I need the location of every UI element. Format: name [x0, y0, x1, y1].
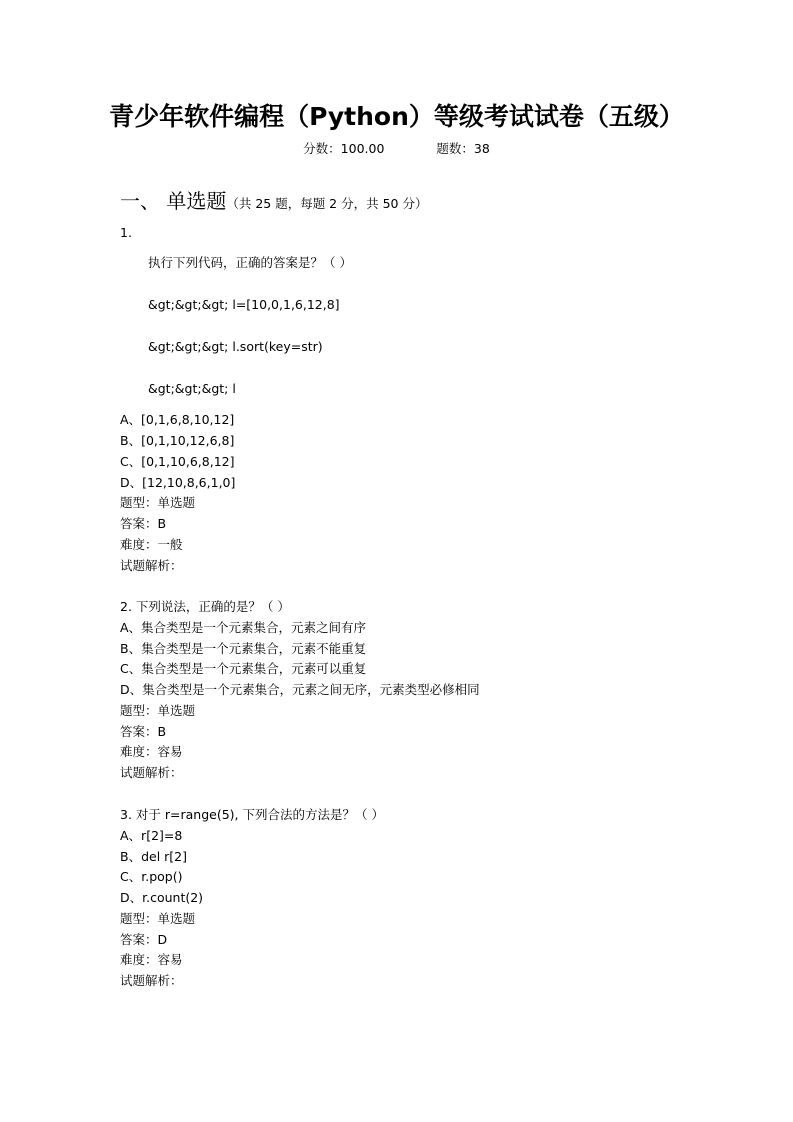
question-2-difficulty: 难度：容易: [120, 744, 183, 759]
section-title: 一、 单选题: [120, 189, 227, 213]
exam-meta: [0, 140, 793, 158]
question-count: 题数：38: [436, 141, 490, 156]
question-1-difficulty: 难度：一般: [120, 537, 183, 552]
question-2-stem: 2. 下列说法，正确的是？（ ）: [120, 599, 290, 614]
question-3-option-d: D、r.count(2): [120, 890, 204, 905]
question-1-analysis: 试题解析：: [120, 558, 183, 573]
question-1-option-c: C、[0,1,10,6,8,12]: [120, 454, 235, 469]
question-2-option-c: C、集合类型是一个元素集合，元素可以重复: [120, 661, 367, 676]
question-3-option-c: C、r.pop(): [120, 869, 183, 884]
question-3-difficulty: 难度：容易: [120, 952, 183, 967]
question-2-option-b: B、集合类型是一个元素集合，元素不能重复: [120, 641, 367, 656]
question-1-code-line: &gt;&gt;&gt; l: [148, 381, 236, 396]
question-3-analysis: 试题解析：: [120, 973, 183, 988]
question-3-option-b: B、del r[2]: [120, 849, 187, 864]
question-3-answer: 答案：D: [120, 932, 168, 947]
question-1-option-b: B、[0,1,10,12,6,8]: [120, 433, 235, 448]
question-3-option-a: A、r[2]=8: [120, 828, 183, 843]
question-2-analysis: 试题解析：: [120, 765, 183, 780]
question-1-type: 题型：单选题: [120, 495, 196, 510]
question-2-option-d: D、集合类型是一个元素集合，元素之间无序，元素类型必修相同: [120, 682, 480, 697]
total-score: 分数：100.00: [303, 141, 385, 156]
question-1-code-line: &gt;&gt;&gt; l.sort(key=str): [148, 339, 323, 354]
question-1-stem: 执行下列代码，正确的答案是？（ ）: [148, 255, 352, 270]
question-1-code-line: &gt;&gt;&gt; l=[10,0,1,6,12,8]: [148, 297, 340, 312]
question-1-number: 1.: [120, 225, 132, 240]
question-1-option-a: A、[0,1,6,8,10,12]: [120, 412, 235, 427]
question-1-option-d: D、[12,10,8,6,1,0]: [120, 475, 236, 490]
section-note: （共 25 题，每题 2 分，共 50 分）: [226, 196, 428, 211]
question-2-type: 题型：单选题: [120, 703, 196, 718]
section-heading: [120, 188, 427, 217]
question-3-stem: 3. 对于 r=range(5), 下列合法的方法是？（ ）: [120, 807, 384, 822]
question-2-answer: 答案：B: [120, 724, 167, 739]
page-title: 青少年软件编程（Python）等级考试试卷（五级）: [109, 102, 684, 131]
question-2-option-a: A、集合类型是一个元素集合，元素之间有序: [120, 620, 367, 635]
question-1-answer: 答案：B: [120, 516, 167, 531]
question-3-type: 题型：单选题: [120, 911, 196, 926]
